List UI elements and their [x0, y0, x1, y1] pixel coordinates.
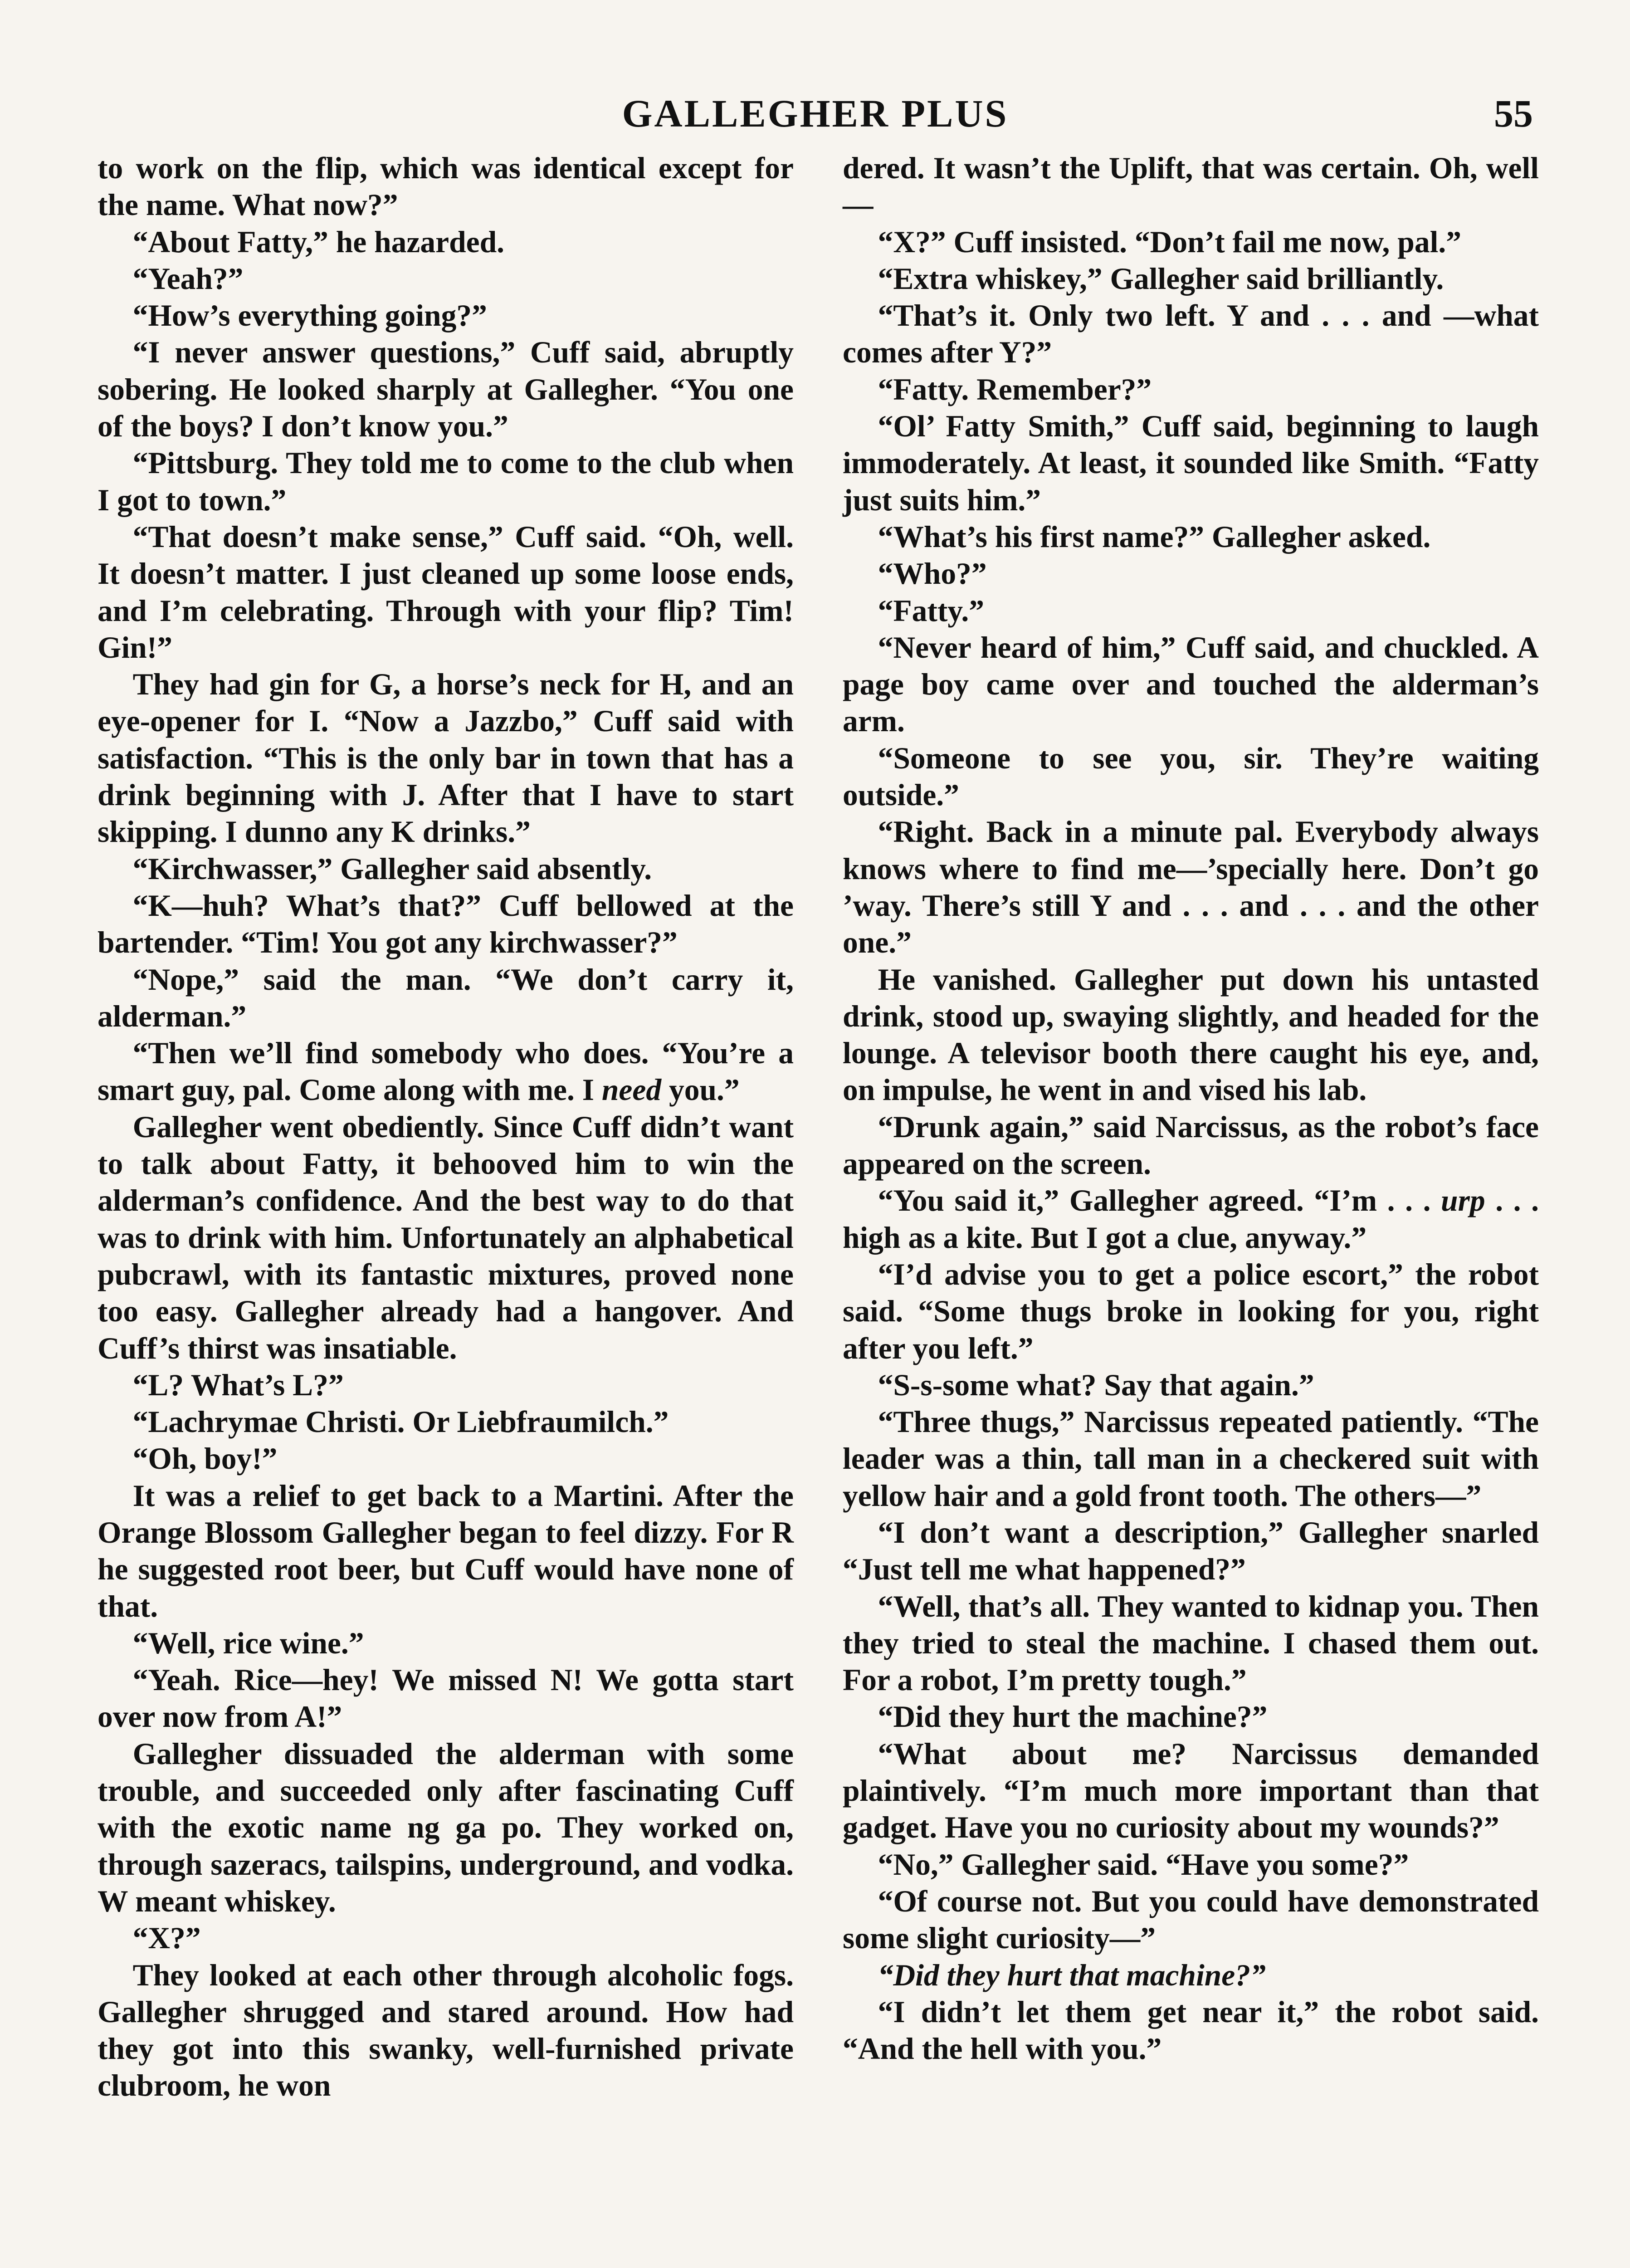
paragraph-text: They had gin for G, a horse’s neck for H, and an eye-opener for I. “Now a Jazzbo,” Cuff said with satisfaction. “This is the only bar in town that has a drink beginning with J. After that I have to start skipping. I dunno any K drinks.”	[98, 667, 794, 849]
paragraph	[843, 371, 1539, 408]
paragraph	[98, 1109, 794, 1367]
paragraph	[843, 1256, 1539, 1367]
paragraph-text: “I don’t want a description,” Gallegher snarled “Just tell me what happened?”	[843, 1515, 1539, 1587]
page-number: 55	[1494, 92, 1533, 135]
paragraph	[843, 408, 1539, 518]
paragraph-text: “Well, that’s all. They wanted to kidnap you. Then they tried to steal the machine. I chased them out. For a robot, I’m pretty tough.”	[843, 1589, 1539, 1697]
paragraph	[843, 1403, 1539, 1514]
paragraph	[843, 629, 1539, 740]
paragraph	[98, 297, 794, 334]
paragraph-text: He vanished. Gallegher put down his untasted drink, stood up, swaying slightly, and headed for the lounge. A televisor booth there caught his eye, and, on impulse, he went in and vised his lab.	[843, 962, 1539, 1107]
paragraph-text: “Drunk again,” said Narcissus, as the robot’s face appeared on the screen.	[843, 1110, 1539, 1181]
paragraph-text: “Right. Back in a minute pal. Everybody always knows where to find me—’specially here. Don’t go ’way. There’s still Y and . . . and . . . and the other one.”	[843, 815, 1539, 960]
paragraph-text: “Three thugs,” Narcissus repeated patiently. “The leader was a thin, tall man in a checkered suit with yellow hair and a gold front tooth. The others—”	[843, 1405, 1539, 1513]
paragraph-text: “Ol’ Fatty Smith,” Cuff said, beginning to laugh immoderately. At least, it sounded like Smith. “Fatty just suits him.”	[843, 409, 1539, 517]
paragraph-text: “S-s-some what? Say that again.”	[878, 1368, 1314, 1402]
paragraph	[843, 297, 1539, 371]
paragraph	[98, 1625, 794, 1662]
paragraph	[843, 150, 1539, 224]
paragraph	[98, 150, 794, 224]
paragraph	[843, 1735, 1539, 1846]
paragraph	[843, 1109, 1539, 1183]
paragraph-text: “I’d advise you to get a police escort,” the robot said. “Some thugs broke in looking for you, right after you left.”	[843, 1257, 1539, 1365]
paragraph	[843, 518, 1539, 555]
paragraph	[843, 260, 1539, 297]
paragraph-text: “What’s his first name?” Gallegher asked.	[878, 519, 1431, 554]
left-text-column	[98, 150, 794, 2104]
paragraph	[843, 740, 1539, 814]
paragraph	[98, 1440, 794, 1477]
paragraph-text: “Extra whiskey,” Gallegher said brilliantly.	[878, 261, 1444, 296]
paragraph	[843, 1698, 1539, 1735]
paragraph-text: “Nope,” said the man. “We don’t carry it, alderman.”	[98, 962, 794, 1033]
emphasis-text: need	[601, 1073, 662, 1107]
paragraph-text: “Never heard of him,” Cuff said, and chuckled. A page boy came over and touched the alderman’s arm.	[843, 630, 1539, 738]
emphasis-text: “Did they hurt that machine?”	[878, 1958, 1266, 1992]
paragraph-text: “X?” Cuff insisted. “Don’t fail me now, pal.”	[878, 225, 1461, 259]
paragraph	[98, 518, 794, 666]
paragraph-text-cont: you.”	[661, 1073, 740, 1107]
paragraph-text: “Lachrymae Christi. Or Liebfraumilch.”	[132, 1405, 669, 1439]
paragraph-text: dered. It wasn’t the Uplift, that was certain. Oh, well—	[843, 151, 1539, 222]
paragraph	[843, 555, 1539, 592]
paragraph-text: “K—huh? What’s that?” Cuff bellowed at the bartender. “Tim! You got any kirchwasser?”	[98, 888, 794, 960]
paragraph-text: “Fatty. Remember?”	[878, 372, 1152, 406]
paragraph-text: “Yeah. Rice—hey! We missed N! We gotta start over now from A!”	[98, 1663, 794, 1734]
paragraph	[98, 1403, 794, 1440]
paragraph	[98, 445, 794, 518]
paragraph	[843, 1367, 1539, 1403]
paragraph	[843, 1994, 1539, 2068]
paragraph-text: “Did they hurt the machine?”	[878, 1700, 1268, 1734]
paragraph	[98, 334, 794, 445]
paragraph	[843, 1182, 1539, 1256]
paragraph-text: “Oh, boy!”	[132, 1442, 278, 1476]
paragraph-text: “Of course not. But you could have demonstrated some slight curiosity—”	[843, 1884, 1539, 1955]
paragraph	[843, 1883, 1539, 1957]
paragraph-text: “No,” Gallegher said. “Have you some?”	[878, 1847, 1409, 1882]
paragraph	[98, 1367, 794, 1403]
paragraph-text: to work on the flip, which was identical except for the name. What now?”	[98, 151, 794, 222]
paragraph	[98, 1662, 794, 1735]
paragraph-text: “Pittsburg. They told me to come to the club when I got to town.”	[98, 446, 794, 517]
paragraph-text: “Who?”	[878, 557, 987, 591]
paragraph-text: “Fatty.”	[878, 593, 984, 628]
paragraph-text: It was a relief to get back to a Martini. After the Orange Blossom Gallegher began to feel dizzy. For R he suggested root beer, but Cuff would have none of that.	[98, 1478, 794, 1623]
paragraph	[843, 1514, 1539, 1588]
paragraph-text: They looked at each other through alcoholic fogs. Gallegher shrugged and stared around. How had they got into this swanky, well-furnished private clubroom, he won	[98, 1958, 794, 2103]
paragraph	[98, 1920, 794, 1956]
paragraph	[98, 1735, 794, 1920]
paragraph-text: “That’s it. Only two left. Y and . . . and —what comes after Y?”	[843, 298, 1539, 370]
paragraph	[98, 260, 794, 297]
paragraph-text: “Well, rice wine.”	[132, 1626, 364, 1660]
emphasis-text: urp	[1441, 1183, 1485, 1218]
paragraph-text: “That doesn’t make sense,” Cuff said. “Oh, well. It doesn’t matter. I just cleaned up some loose ends, and I’m celebrating. Through with your flip? Tim! Gin!”	[98, 519, 794, 665]
paragraph	[843, 813, 1539, 961]
paragraph-text: “Kirchwasser,” Gallegher said absently.	[132, 851, 652, 886]
paragraph-text: “I never answer questions,” Cuff said, abruptly sobering. He looked sharply at Gallegher. “You one of the boys? I don’t know you.”	[98, 335, 794, 444]
paragraph	[98, 224, 794, 260]
paragraph	[843, 1588, 1539, 1699]
paragraph	[843, 592, 1539, 629]
paragraph-text: “I didn’t let them get near it,” the robot said. “And the hell with you.”	[843, 1994, 1539, 2066]
paragraph	[843, 224, 1539, 260]
paragraph	[98, 850, 794, 887]
paragraph-text: “X?”	[132, 1921, 201, 1955]
paragraph-text-cont: . . . high as a kite. But I got a clue, anyway.”	[843, 1183, 1539, 1255]
paragraph	[98, 666, 794, 850]
paragraph-text: “How’s everything going?”	[132, 298, 487, 333]
paragraph	[98, 1477, 794, 1625]
paragraph	[98, 1035, 794, 1109]
paragraph-text: “L? What’s L?”	[132, 1368, 344, 1402]
paragraph	[843, 1846, 1539, 1883]
paragraph	[843, 961, 1539, 1109]
paragraph	[98, 887, 794, 961]
page-header	[98, 91, 1533, 141]
paragraph-text: “Yeah?”	[132, 261, 244, 296]
running-title: GALLEGHER PLUS	[622, 92, 1009, 135]
paragraph	[98, 1957, 794, 2104]
paragraph-text: Gallegher went obediently. Since Cuff didn’t want to talk about Fatty, it behooved him to win the alderman’s confidence. And the best way to do that was to drink with him. Unfortunately an alphabetical pubcrawl, with its fantastic mixtures, proved none too easy. Gallegher already had a hangover. And Cuff’s thirst was insatiable.	[98, 1110, 794, 1365]
paragraph-text: “Then we’ll find somebody who does. “You’re a smart guy, pal. Come along with me. I	[98, 1036, 794, 1107]
right-text-column	[843, 150, 1539, 2067]
paragraph	[843, 1957, 1539, 1994]
paragraph-text: “You said it,” Gallegher agreed. “I’m . . .	[878, 1183, 1441, 1218]
paragraph-text: “About Fatty,” he hazarded.	[132, 225, 505, 259]
paragraph-text: Gallegher dissuaded the alderman with some trouble, and succeeded only after fascinating Cuff with the exotic name ng ga po. They worked on, through sazeracs, tailspins, underground, and vodka. W meant whiskey.	[98, 1736, 794, 1918]
paragraph	[98, 961, 794, 1035]
paragraph-text: “Someone to see you, sir. They’re waiting outside.”	[843, 741, 1539, 812]
paragraph-text: “What about me? Narcissus demanded plaintively. “I’m much more important than that gadget. Have you no curiosity about my wounds?”	[843, 1736, 1539, 1845]
